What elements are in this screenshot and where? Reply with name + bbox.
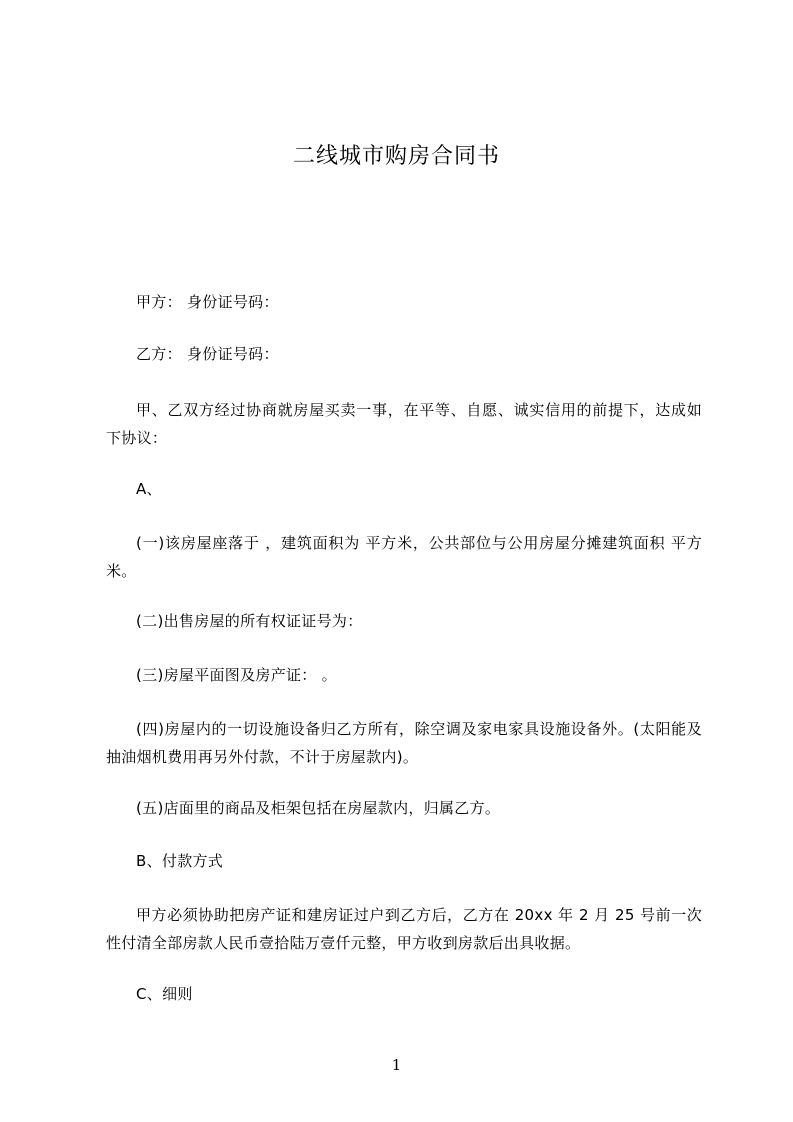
clause-2: (二)出售房屋的所有权证证号为： (136, 612, 363, 630)
intro-paragraph: 甲、乙双方经过协商就房屋买卖一事，在平等、自愿、诚实信用的前提下，达成如下协议： (106, 401, 702, 447)
party-a-line: 甲方： 身份证号码： (136, 293, 279, 311)
section-c-heading: C、细则 (136, 985, 193, 1003)
payment-paragraph: 甲方必须协助把房产证和建房证过户到乙方后，乙方在 20xx 年 2 月 25 号前一次性付清全部房款人民币壹拾陆万壹仟元整，甲方收到房款后出具收据。 (106, 906, 702, 952)
page-title: 二线城市购房合同书 (292, 144, 500, 169)
page-number: 1 (391, 1056, 402, 1074)
clause-3: (三)房屋平面图及房产证： 。 (136, 666, 337, 684)
party-b-line: 乙方： 身份证号码： (136, 345, 279, 363)
clause-5: (五)店面里的商品及柜架包括在房屋款内，归属乙方。 (136, 799, 501, 817)
section-a-heading: A、 (136, 480, 162, 498)
section-b-heading: B、付款方式 (136, 852, 224, 870)
clause-4: (四)房屋内的一切设施设备归乙方所有，除空调及家电家具设施设备外。(太阳能及抽油烟机费用再另外付款，不计于房屋款内)。 (106, 720, 702, 766)
clause-1: (一)该房屋座落于 ，建筑面积为 平方米，公共部位与公用房屋分摊建筑面积 平方米。 (106, 534, 702, 580)
